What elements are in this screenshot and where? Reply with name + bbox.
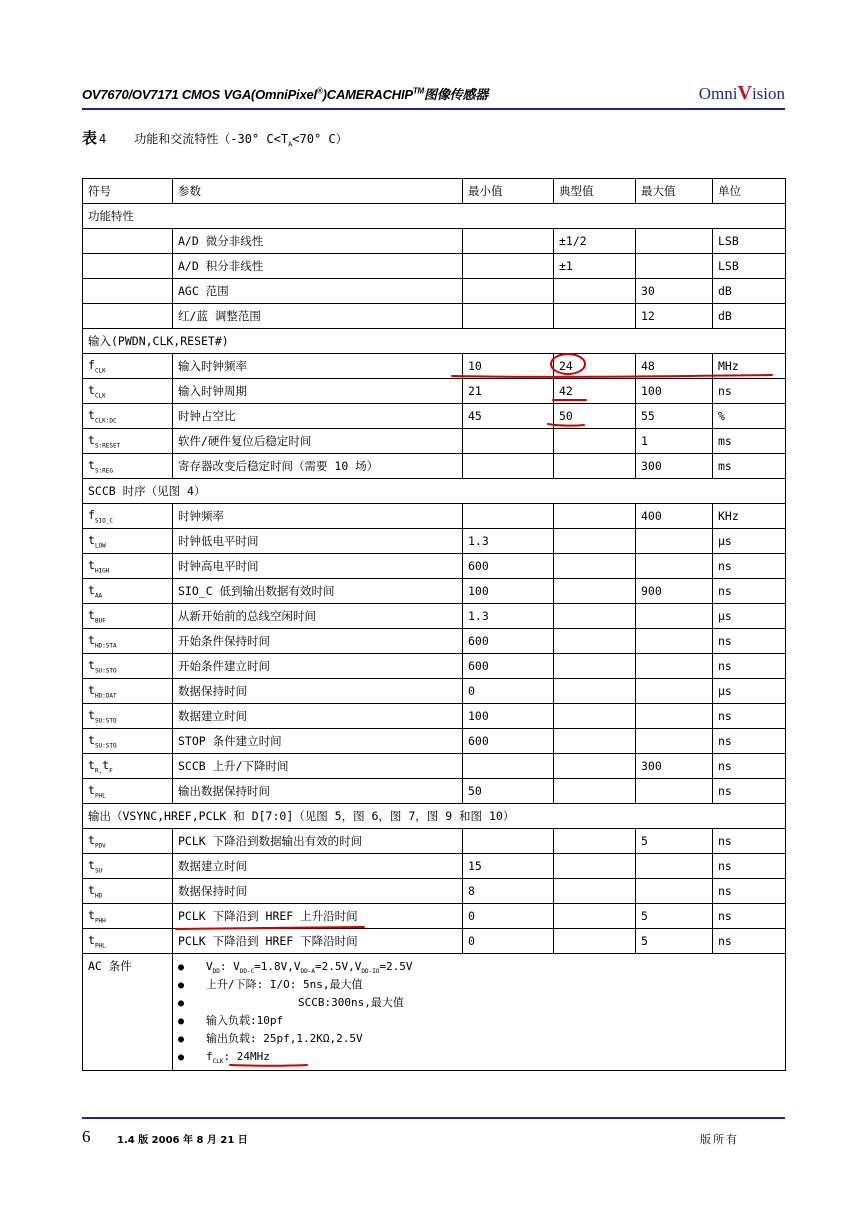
min-cell: 100: [463, 579, 554, 604]
table-row: [83, 904, 786, 929]
param-cell: 输出数据保持时间: [173, 779, 463, 804]
symbol-cell: $t_{BUF}$: [83, 604, 173, 629]
page-number: 6: [82, 1127, 91, 1146]
unit-cell: ns: [713, 879, 786, 904]
min-cell: 0: [463, 929, 554, 954]
section-row: [83, 204, 786, 229]
max-cell: [636, 854, 713, 879]
symbol-cell: [83, 254, 173, 279]
param-cell: STOP 条件建立时间: [173, 729, 463, 754]
list-item: ● 输出负载: 25pf,1.2KΩ,2.5V: [178, 1032, 363, 1045]
param-cell: PCLK 下降沿到 HREF 下降沿时间: [173, 929, 463, 954]
param-cell: 数据保持时间: [173, 679, 463, 704]
max-cell: [636, 229, 713, 254]
param-cell: SIO_C 低到输出数据有效时间: [173, 579, 463, 604]
max-cell: 400: [636, 504, 713, 529]
table-row: [83, 529, 786, 554]
min-cell: [463, 304, 554, 329]
typ-cell: [554, 629, 636, 654]
symbol-cell: $t_{PHL}$: [83, 929, 173, 954]
table-row: [83, 554, 786, 579]
min-cell: 1.3: [463, 529, 554, 554]
table-row: [83, 654, 786, 679]
min-cell: 600: [463, 654, 554, 679]
typ-cell: 42: [554, 379, 636, 404]
max-cell: [636, 679, 713, 704]
param-cell: 红/蓝 调整范围: [173, 304, 463, 329]
symbol-cell: $t_{SU:STO}$: [83, 729, 173, 754]
param-cell: SCCB 上升/下降时间: [173, 754, 463, 779]
spec-table: [82, 178, 786, 1071]
symbol-cell: $t_{HD:STA}$: [83, 629, 173, 654]
table-row: [83, 229, 786, 254]
max-cell: [636, 254, 713, 279]
unit-cell: ns: [713, 929, 786, 954]
symbol-cell: $t_{LOW}$: [83, 529, 173, 554]
section-title: 功能特性: [83, 204, 786, 229]
param-cell: A/D 积分非线性: [173, 254, 463, 279]
unit-cell: ns: [713, 379, 786, 404]
typ-cell: 24: [554, 354, 636, 379]
max-cell: [636, 604, 713, 629]
unit-cell: ns: [713, 554, 786, 579]
unit-cell: ns: [713, 754, 786, 779]
unit-cell: ms: [713, 454, 786, 479]
max-cell: [636, 629, 713, 654]
table-row: [83, 929, 786, 954]
unit-cell: ns: [713, 579, 786, 604]
typ-cell: [554, 579, 636, 604]
min-cell: 0: [463, 904, 554, 929]
section-row: [83, 804, 786, 829]
min-cell: [463, 829, 554, 854]
min-cell: 100: [463, 704, 554, 729]
table-row: [83, 254, 786, 279]
unit-cell: ns: [713, 729, 786, 754]
symbol-cell: $t_{S:REG}$: [83, 454, 173, 479]
table-header-row: [83, 179, 786, 204]
max-cell: [636, 704, 713, 729]
table-row: [83, 304, 786, 329]
min-cell: 1.3: [463, 604, 554, 629]
table-row: [83, 754, 786, 779]
param-cell: 开始条件保持时间: [173, 629, 463, 654]
max-cell: 900: [636, 579, 713, 604]
list-item: ● SCCB:300ns,最大值: [178, 996, 404, 1009]
table-row: [83, 404, 786, 429]
max-cell: 1: [636, 429, 713, 454]
symbol-cell: $t_{CLK}$: [83, 379, 173, 404]
symbol-cell: [83, 279, 173, 304]
table-row: [83, 379, 786, 404]
unit-cell: dB: [713, 279, 786, 304]
symbol-cell: $t_{PHL}$: [83, 779, 173, 804]
symbol-cell: $t_{CLK:DC}$: [83, 404, 173, 429]
min-cell: 21: [463, 379, 554, 404]
omnivision-logo: OmniVision: [698, 82, 785, 104]
unit-cell: μs: [713, 679, 786, 704]
max-cell: [636, 554, 713, 579]
table-row: [83, 604, 786, 629]
max-cell: [636, 729, 713, 754]
typ-cell: 50: [554, 404, 636, 429]
list-item: ● 上升/下降: I/O: 5ns,最大值: [178, 978, 363, 991]
max-cell: [636, 654, 713, 679]
min-cell: 15: [463, 854, 554, 879]
param-cell: A/D 微分非线性: [173, 229, 463, 254]
symbol-cell: [83, 229, 173, 254]
typ-cell: [554, 454, 636, 479]
typ-cell: [554, 829, 636, 854]
max-cell: 300: [636, 454, 713, 479]
table-row: [83, 579, 786, 604]
max-cell: [636, 879, 713, 904]
param-cell: PCLK 下降沿到数据输出有效的时间: [173, 829, 463, 854]
section-row: [83, 329, 786, 354]
typ-cell: [554, 604, 636, 629]
list-item: ● $V_{DD}$: $V_{DD-C}=1.8V,V_{DD-A}=2.5V,V_{DD-IO}=2.5V$: [178, 960, 413, 976]
typ-cell: [554, 529, 636, 554]
symbol-cell: $t_{SU:STO}$: [83, 704, 173, 729]
min-cell: [463, 429, 554, 454]
unit-cell: LSB: [713, 229, 786, 254]
min-cell: [463, 754, 554, 779]
section-title: SCCB 时序（见图 4）: [83, 479, 786, 504]
ac-conditions-row: [83, 954, 786, 1071]
list-item: ● 输入负载:10pf: [178, 1014, 284, 1027]
max-cell: 5: [636, 929, 713, 954]
section-row: [83, 479, 786, 504]
header-cell: 参数: [173, 179, 463, 204]
typ-cell: [554, 504, 636, 529]
ac-conditions: [173, 954, 786, 1071]
table-row: [83, 679, 786, 704]
unit-cell: ns: [713, 629, 786, 654]
symbol-cell: $t_{HIGH}$: [83, 554, 173, 579]
symbol-cell: $t_{SU:STO}$: [83, 654, 173, 679]
symbol-cell: $t_{HD:DAT}$: [83, 679, 173, 704]
table-row: [83, 504, 786, 529]
table-row: [83, 454, 786, 479]
typ-cell: [554, 279, 636, 304]
unit-cell: ns: [713, 704, 786, 729]
header-cell: 最大值: [636, 179, 713, 204]
table-row: [83, 879, 786, 904]
param-cell: 时钟低电平时间: [173, 529, 463, 554]
unit-cell: KHz: [713, 504, 786, 529]
document-title: OV7670/OV7171 CMOS VGA(OmniPixel®)CAMERACHIP™图像传感器: [82, 86, 489, 102]
symbol-cell: $t_{S:RESET}$: [83, 429, 173, 454]
table-row: [83, 779, 786, 804]
typ-cell: [554, 754, 636, 779]
typ-cell: [554, 879, 636, 904]
param-cell: 时钟高电平时间: [173, 554, 463, 579]
min-cell: [463, 454, 554, 479]
table-caption: 表 4 功能和交流特性（-30° $C<T_A<70^\circ$ C）: [82, 129, 348, 149]
symbol-cell: $t_{SU}$: [83, 854, 173, 879]
unit-cell: ns: [713, 904, 786, 929]
param-cell: PCLK 下降沿到 HREF 上升沿时间: [173, 904, 463, 929]
table-row: [83, 429, 786, 454]
unit-cell: ms: [713, 429, 786, 454]
max-cell: [636, 529, 713, 554]
typ-cell: [554, 304, 636, 329]
max-cell: 55: [636, 404, 713, 429]
header-cell: 最小值: [463, 179, 554, 204]
typ-cell: ±1/2: [554, 229, 636, 254]
header-rule: [82, 108, 785, 110]
header-cell: 符号: [83, 179, 173, 204]
param-cell: 时钟占空比: [173, 404, 463, 429]
symbol-cell: $t_{PDV}$: [83, 829, 173, 854]
table-row: [83, 279, 786, 304]
min-cell: 600: [463, 629, 554, 654]
ac-list: [178, 958, 780, 1066]
max-cell: 100: [636, 379, 713, 404]
min-cell: 600: [463, 554, 554, 579]
param-cell: 数据保持时间: [173, 879, 463, 904]
param-cell: 软件/硬件复位后稳定时间: [173, 429, 463, 454]
typ-cell: ±1: [554, 254, 636, 279]
typ-cell: [554, 429, 636, 454]
unit-cell: ns: [713, 829, 786, 854]
param-cell: 数据建立时间: [173, 704, 463, 729]
typ-cell: [554, 679, 636, 704]
min-cell: [463, 279, 554, 304]
table-row: [83, 729, 786, 754]
max-cell: [636, 779, 713, 804]
param-cell: 开始条件建立时间: [173, 654, 463, 679]
header-cell: 典型值: [554, 179, 636, 204]
max-cell: 5: [636, 829, 713, 854]
section-title: 输出（VSYNC,HREF,PCLK 和 D[7:0]（见图 5，图 6，图 7，图 9 和图 10）: [83, 804, 786, 829]
symbol-cell: $t_{HD}$: [83, 879, 173, 904]
typ-cell: [554, 704, 636, 729]
min-cell: [463, 504, 554, 529]
symbol-cell: $t_{R,}t_F$: [83, 754, 173, 779]
typ-cell: [554, 554, 636, 579]
min-cell: 45: [463, 404, 554, 429]
min-cell: 600: [463, 729, 554, 754]
typ-cell: [554, 854, 636, 879]
min-cell: [463, 229, 554, 254]
table-row: [83, 629, 786, 654]
min-cell: 0: [463, 679, 554, 704]
symbol-cell: $f_{SIO\_C}$: [83, 504, 173, 529]
unit-cell: MHz: [713, 354, 786, 379]
min-cell: 8: [463, 879, 554, 904]
unit-cell: dB: [713, 304, 786, 329]
typ-cell: [554, 929, 636, 954]
page-header: [82, 82, 785, 108]
param-cell: 输入时钟频率: [173, 354, 463, 379]
unit-cell: ns: [713, 854, 786, 879]
param-cell: 从新开始前的总线空闲时间: [173, 604, 463, 629]
section-title: 输入(PWDN,CLK,RESET#): [83, 329, 786, 354]
param-cell: 时钟频率: [173, 504, 463, 529]
typ-cell: [554, 779, 636, 804]
table-row: [83, 854, 786, 879]
min-cell: [463, 254, 554, 279]
unit-cell: ns: [713, 779, 786, 804]
typ-cell: [554, 904, 636, 929]
symbol-cell: [83, 304, 173, 329]
table-row: [83, 354, 786, 379]
ac-label: AC 条件: [83, 954, 173, 1071]
min-cell: 10: [463, 354, 554, 379]
table-row: [83, 704, 786, 729]
symbol-cell: $t_{AA}$: [83, 579, 173, 604]
param-cell: 寄存器改变后稳定时间（需要 10 场）: [173, 454, 463, 479]
copyright: 版所有: [700, 1133, 739, 1146]
list-item: ● $f_{CLK}$: 24MHz: [178, 1050, 270, 1066]
symbol-cell: $t_{PHH}$: [83, 904, 173, 929]
max-cell: 5: [636, 904, 713, 929]
unit-cell: %: [713, 404, 786, 429]
max-cell: 30: [636, 279, 713, 304]
unit-cell: μs: [713, 529, 786, 554]
table-row: [83, 829, 786, 854]
symbol-cell: $f_{CLK}$: [83, 354, 173, 379]
typ-cell: [554, 654, 636, 679]
typ-cell: [554, 729, 636, 754]
unit-cell: LSB: [713, 254, 786, 279]
max-cell: 48: [636, 354, 713, 379]
param-cell: 输入时钟周期: [173, 379, 463, 404]
footer-rule: [82, 1117, 785, 1119]
max-cell: 12: [636, 304, 713, 329]
unit-cell: ns: [713, 654, 786, 679]
param-cell: 数据建立时间: [173, 854, 463, 879]
param-cell: AGC 范围: [173, 279, 463, 304]
header-cell: 单位: [713, 179, 786, 204]
min-cell: 50: [463, 779, 554, 804]
unit-cell: μs: [713, 604, 786, 629]
revision-date: 1.4 版 2006 年 8 月 21 日: [117, 1135, 248, 1146]
max-cell: 300: [636, 754, 713, 779]
